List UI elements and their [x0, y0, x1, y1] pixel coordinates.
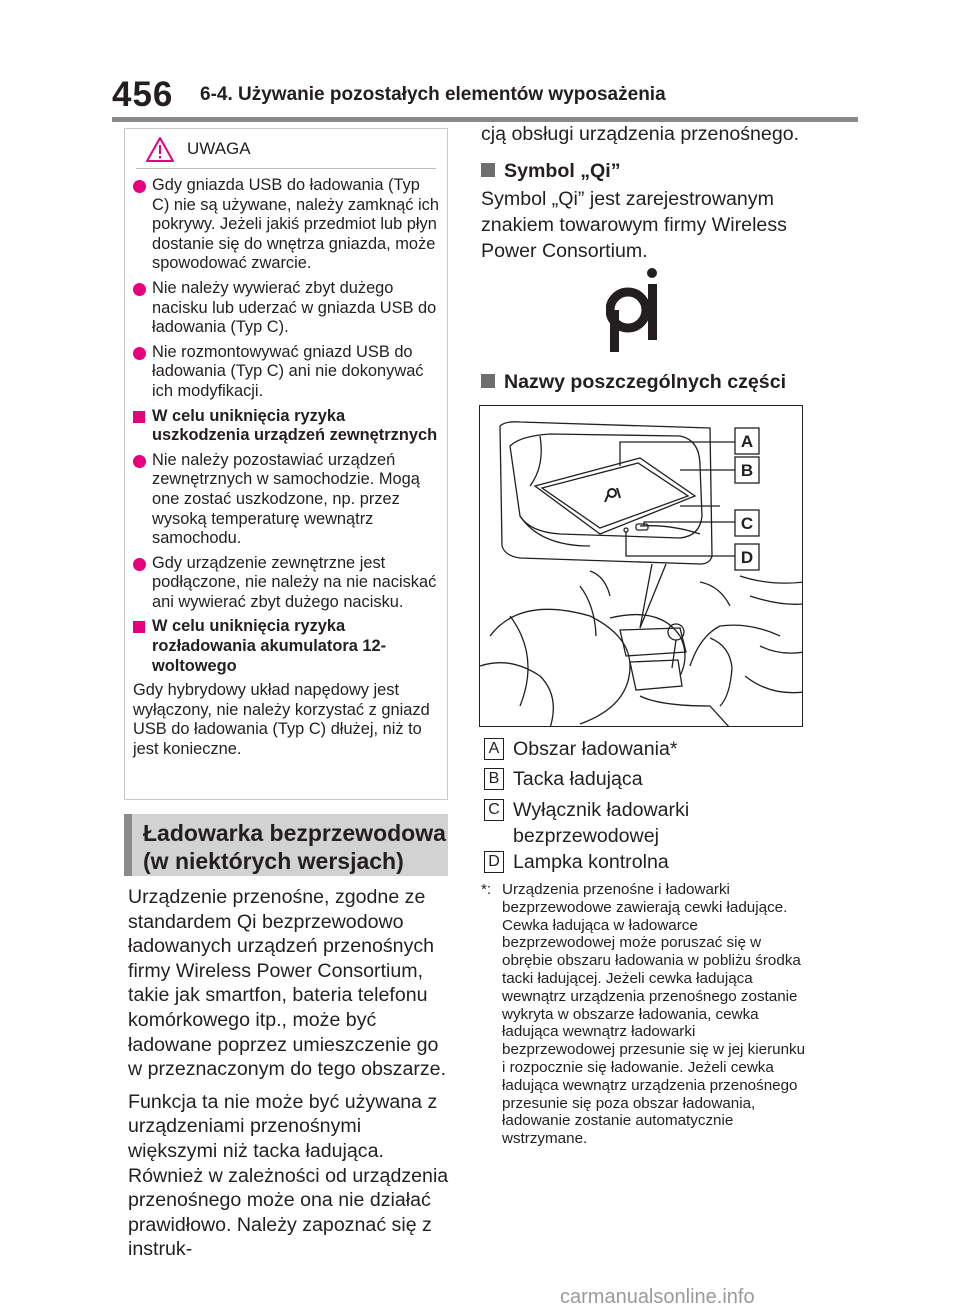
warning-subhead — [133, 407, 439, 446]
legend-text: Obszar ładowania* — [513, 738, 678, 760]
square-bullet-icon — [481, 374, 495, 388]
legend-letter: B — [484, 768, 504, 790]
page-number: 456 — [112, 75, 174, 114]
qi-text: Symbol „Qi” jest zarejestrowanym znakiem towarowym firmy Wireless Power Consortium. — [481, 188, 787, 262]
continuation-text: cją obsługi urządzenia przenośnego. — [481, 123, 800, 145]
chapter-title: 6-4. Używanie pozostałych elementów wyposażenia — [200, 84, 666, 105]
watermark: carmanualsonline.info — [560, 1286, 755, 1308]
body-paragraph: Urządzenie przenośne, zgodne ze standardem Qi bezprzewodowo ładowanych urządzeń przenośnych firmy Wireless Power Consortium, takie jak smartfon, bateria telefonu komórkowego itp., może być ładowane poprzez umieszczenie go w przeznaczonym do tego obszarze. — [128, 886, 447, 1081]
illus-label-c: C — [740, 514, 754, 533]
warning-subhead-text: W celu uniknięcia ryzyka uszkodzenia urządzeń zewnętrznych — [152, 406, 438, 445]
qi-logo-icon — [606, 266, 666, 354]
charger-illustration — [479, 405, 803, 727]
footnote-text: Urządzenia przenośne i ładowarki bezprzewodowe zawierają cewki ładujące. Cewka ładująca w ładowarce bezprzewodowej może poruszać się w obrębie obszaru ładowania w pobliżu środka tacki ładującej. Jeżeli cewka ładująca wewnątrz urządzenia przenośnego zostanie wykryta w obszarze ładowania, cewka ładująca wewnątrz ładowarki bezprzewodowej przesunie się w jej kierunku i rozpocznie się ładowanie. Jeżeli cewka ładująca wewnątrz urządzenia przenośnego przesunie się poza obszar ładowania, ładowanie zostanie automatycznie wstrzymane. — [502, 881, 806, 1148]
divider — [136, 168, 436, 169]
warning-bullet-text: Gdy gniazda USB do ładowania (Typ C) nie są używane, należy zamknąć ich pokrywy. Jeżeli jakiś przedmiot lub płyn dostanie się do wnętrza gniazda, może spowodować zwarcie. — [152, 176, 439, 273]
parts-heading — [481, 371, 786, 394]
illus-label-b: B — [740, 461, 754, 480]
legend-item — [484, 797, 783, 849]
warning-paragraph: Gdy hybrydowy układ napędowy jest wyłączony, nie należy korzystać z gniazd USB do ładowania (Typ C) dłużej, niż to jest konieczne. — [133, 681, 430, 759]
warning-bullet-text: Nie rozmontowywać gniazd USB do ładowania (Typ C) ani nie dokonywać ich modyfikacji. — [152, 342, 424, 400]
legend-text: Tacka ładująca — [513, 768, 643, 790]
qi-heading — [481, 160, 621, 183]
header-rule — [112, 117, 858, 122]
parts-heading-text: Nazwy poszczególnych części — [504, 371, 787, 393]
section-heading — [143, 819, 446, 875]
square-bullet-icon — [481, 163, 495, 177]
section-title-line: Ładowarka bezprzewodowa — [143, 820, 446, 846]
left-body — [128, 885, 450, 1270]
warning-bullet-text: Gdy urządzenie zewnętrzne jest podłączone, nie należy na nie naciskać ani wywierać zbyt dużego nacisku. — [152, 553, 437, 611]
legend-letter: D — [484, 851, 504, 873]
section-title-line: (w niektórych wersjach) — [143, 848, 404, 874]
console-drawing — [480, 406, 803, 727]
section-heading-bar — [124, 814, 132, 876]
warning-bullet — [133, 176, 439, 274]
legend-text: Lampka kontrolna — [513, 851, 669, 873]
bullet-dot-icon — [133, 558, 146, 571]
warning-bullet — [133, 554, 439, 613]
qi-heading-text: Symbol „Qi” — [504, 160, 621, 182]
legend-letter: A — [484, 738, 504, 760]
legend-text: Wyłącznik ładowarki bezprzewodowej — [513, 799, 690, 847]
bullet-dot-icon — [133, 180, 146, 193]
warning-bullet — [133, 279, 439, 338]
body-paragraph: Funkcja ta nie może być używana z urządzeniami przenośnymi większymi niż tacka ładująca. Również w zależności od urządzenia przenośnego może ona nie działać prawidłowo. Należy zapoznać się z instruk- — [128, 1090, 449, 1261]
footnote — [481, 881, 811, 1148]
square-bullet-icon — [133, 621, 145, 633]
warning-bullet — [133, 451, 439, 549]
footnote-marker: *: — [481, 881, 492, 898]
warning-bullet-text: Nie należy wywierać zbyt dużego nacisku lub uderzać w gniazda USB do ładowania (Typ C). — [152, 278, 437, 337]
warning-subhead — [133, 617, 439, 676]
legend-item — [484, 736, 793, 762]
bullet-dot-icon — [133, 283, 146, 296]
bullet-dot-icon — [133, 455, 146, 468]
bullet-dot-icon — [133, 347, 146, 360]
illus-label-a: A — [740, 432, 754, 451]
legend-letter: C — [484, 799, 504, 821]
warning-triangle-icon — [145, 136, 175, 163]
square-bullet-icon — [133, 411, 145, 423]
warning-body — [133, 176, 439, 760]
legend-item — [484, 849, 793, 875]
warning-label: UWAGA — [187, 139, 251, 158]
warning-bullet — [133, 343, 439, 402]
warning-bullet-text: Nie należy pozostawiać urządzeń zewnętrznych w samochodzie. Mogą one zostać uszkodzone, np. przez wysoką temperaturę wewnątrz samochodu. — [152, 450, 420, 548]
warning-subhead-text: W celu uniknięcia ryzyka rozładowania akumulatora 12-woltowego — [152, 617, 387, 675]
illus-label-d: D — [740, 548, 754, 567]
legend-item — [484, 766, 793, 792]
